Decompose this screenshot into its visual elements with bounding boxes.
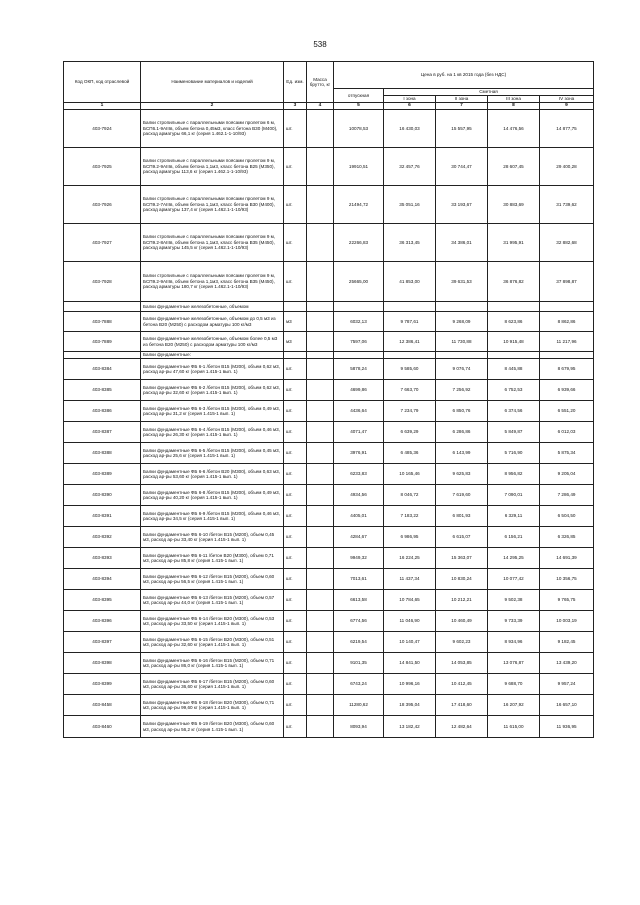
column-number: 4 <box>307 103 334 110</box>
price-zone-3: 30 883,69 <box>488 186 540 224</box>
header-mass: Масса брутто, кг <box>307 62 334 103</box>
price-zone-3 <box>488 302 540 312</box>
product-code: 403-7889 <box>64 332 141 352</box>
table-row <box>64 148 594 186</box>
price-zone-1: 12 386,41 <box>384 332 436 352</box>
price-otpusknaya <box>334 352 384 359</box>
price-zone-4: 9 205,04 <box>540 464 594 485</box>
price-zone-2: 9 076,74 <box>436 359 488 380</box>
price-zone-3: 6 156,21 <box>488 527 540 548</box>
price-otpusknaya: 6743,24 <box>334 674 384 695</box>
price-zone-4: 32 882,68 <box>540 224 594 262</box>
price-zone-4: 37 898,87 <box>540 262 594 302</box>
column-number: 3 <box>284 103 307 110</box>
mass-cell <box>307 312 334 332</box>
price-zone-1: 36 313,45 <box>384 224 436 262</box>
unit-cell: шт. <box>284 485 307 506</box>
price-zone-4: 8 679,95 <box>540 359 594 380</box>
product-code: 403-8391 <box>64 506 141 527</box>
unit-cell: шт. <box>284 569 307 590</box>
mass-cell <box>307 506 334 527</box>
table-row <box>64 186 594 224</box>
product-code: 403-8384 <box>64 359 141 380</box>
price-zone-3: 8 956,82 <box>488 464 540 485</box>
price-zone-2: 9 602,23 <box>436 632 488 653</box>
table-row <box>64 422 594 443</box>
header-unit: Ед. изм. <box>284 62 307 103</box>
price-otpusknaya: 5878,24 <box>334 359 384 380</box>
price-zone-3: 9 688,70 <box>488 674 540 695</box>
header-zone-4: IV зона <box>540 96 594 103</box>
price-zone-1: 41 853,00 <box>384 262 436 302</box>
price-zone-2: 7 256,92 <box>436 380 488 401</box>
header-zone-3: III зона <box>488 96 540 103</box>
product-name: Балки фундаментные ФБ 6-1 /бетон В15 (М200), объем 0,62 м3, расход ар-ры 47,60 кг (серия 1.415-1 вып. 1) <box>141 359 284 380</box>
unit-cell: шт. <box>284 262 307 302</box>
table-body <box>64 110 594 738</box>
product-code: 403-8393 <box>64 548 141 569</box>
product-name: Балки фундаментные ФБ 6-9 /бетон В15 (М200), объем 0,46 м3, расход ар-ры 34,5 кг (серия 1.415-1 вып. 1) <box>141 506 284 527</box>
product-code: 403-8394 <box>64 569 141 590</box>
product-name: Балки фундаментные ФБ 6-5 /бетон В15 (М200), объем 0,45 м3, расход ар-ры 25,6 кг (серия 1.415-1 вып. 1) <box>141 443 284 464</box>
unit-cell: шт. <box>284 148 307 186</box>
mass-cell <box>307 632 334 653</box>
header-zone-2: II зона <box>436 96 488 103</box>
table-row <box>64 527 594 548</box>
price-otpusknaya: 4405,01 <box>334 506 384 527</box>
product-code: 403-8386 <box>64 401 141 422</box>
price-zone-2: 6 801,93 <box>436 506 488 527</box>
column-number: 7 <box>436 103 488 110</box>
table-row <box>64 359 594 380</box>
price-zone-2: 15 557,95 <box>436 110 488 148</box>
mass-cell <box>307 332 334 352</box>
price-otpusknaya: 4699,86 <box>334 380 384 401</box>
mass-cell <box>307 464 334 485</box>
mass-cell <box>307 443 334 464</box>
mass-cell <box>307 485 334 506</box>
column-number: 1 <box>64 103 141 110</box>
table-row <box>64 401 594 422</box>
price-zone-1: 7 183,22 <box>384 506 436 527</box>
price-zone-4 <box>540 302 594 312</box>
product-code: 403-8397 <box>64 632 141 653</box>
product-code: 403-7928 <box>64 262 141 302</box>
price-zone-2: 10 830,24 <box>436 569 488 590</box>
price-zone-4 <box>540 352 594 359</box>
product-name: Балки стропильные с параллельными поясами пролетом 9 м, БСП9.2-9АIIIв, объем бетона 1,1м3, класс бетона В25 (М350), расход арматуры 113,6 кг (серия 1.462.1-1-10/93) <box>141 148 284 186</box>
price-zone-3: 10 077,42 <box>488 569 540 590</box>
price-zone-2: 17 418,60 <box>436 695 488 716</box>
product-name: Балки стропильные с параллельными поясами пролетом 9 м, БСП9.2-7АIIIв, объем бетона 1,1м3, класс бетона В30 (М400), расход арматуры 137,4 кг (серия 1.462.1-1-10/93) <box>141 186 284 224</box>
price-zone-1: 16 430,03 <box>384 110 436 148</box>
price-zone-2: 9 625,83 <box>436 464 488 485</box>
page-number: 538 <box>313 40 327 49</box>
table-row <box>64 262 594 302</box>
table-row <box>64 695 594 716</box>
price-zone-2: 9 268,09 <box>436 312 488 332</box>
product-name: Балки стропильные с параллельными поясами пролетом 9 м, БСП9.2-9АIIIв, объем бетона 1,1м3, класс бетона В35 (М450), расход арматуры 180,7 кг (серия 1.462.1-1-10/93) <box>141 262 284 302</box>
price-otpusknaya: 4071,47 <box>334 422 384 443</box>
unit-cell: шт. <box>284 186 307 224</box>
price-zone-3: 8 934,96 <box>488 632 540 653</box>
price-zone-1: 7 663,70 <box>384 380 436 401</box>
product-name: Балки фундаментные: <box>141 352 284 359</box>
price-zone-3: 8 445,88 <box>488 359 540 380</box>
mass-cell <box>307 401 334 422</box>
unit-cell: шт. <box>284 401 307 422</box>
price-zone-2: 6 850,76 <box>436 401 488 422</box>
unit-cell: шт. <box>284 359 307 380</box>
header-name: Наименование материалов и изделий <box>141 62 284 103</box>
price-zone-1: 9 787,61 <box>384 312 436 332</box>
price-zone-3: 11 615,00 <box>488 716 540 738</box>
price-otpusknaya: 22266,83 <box>334 224 384 262</box>
price-zone-2: 30 744,47 <box>436 148 488 186</box>
product-name: Балки фундаментные ФБ 6-10 /бетон В15 (М200), объем 0,45 м3, расход ар-ры 33,40 кг (серия 1.415-1 вып. 1) <box>141 527 284 548</box>
mass-cell <box>307 548 334 569</box>
price-zone-1: 10 165,46 <box>384 464 436 485</box>
price-zone-1: 16 224,25 <box>384 548 436 569</box>
product-code: 403-8396 <box>64 611 141 632</box>
unit-cell: шт. <box>284 653 307 674</box>
product-name: Балки фундаментные ФБ 6-3 /бетон В15 (М200), объем 0,49 м3, расход ар-ры 31,2 кг (серия 1.415-1 вып. 1) <box>141 401 284 422</box>
price-zone-1: 10 996,16 <box>384 674 436 695</box>
price-zone-4: 14 877,75 <box>540 110 594 148</box>
price-zone-3: 6 374,56 <box>488 401 540 422</box>
product-name: Балки фундаментные ФБ 6-15 /бетон В20 (М300), объем 0,51 м3, расход ар-ры 32,60 кг (серия 1.415-1 вып. 1) <box>141 632 284 653</box>
price-zone-4: 9 765,75 <box>540 590 594 611</box>
price-zone-3: 14 295,25 <box>488 548 540 569</box>
price-otpusknaya: 10078,53 <box>334 110 384 148</box>
table-row <box>64 611 594 632</box>
price-zone-3: 14 476,56 <box>488 110 540 148</box>
mass-cell <box>307 186 334 224</box>
table-row <box>64 443 594 464</box>
product-code: 403-8385 <box>64 380 141 401</box>
price-zone-3: 31 995,91 <box>488 224 540 262</box>
price-zone-4: 8 862,86 <box>540 312 594 332</box>
price-zone-2: 6 286,86 <box>436 422 488 443</box>
price-zone-4: 6 551,20 <box>540 401 594 422</box>
column-number: 9 <box>540 103 594 110</box>
product-code: 403-7924 <box>64 110 141 148</box>
product-name: Балки фундаментные железобетонные, объемом <box>141 302 284 312</box>
price-otpusknaya: 6613,58 <box>334 590 384 611</box>
price-otpusknaya: 9949,32 <box>334 548 384 569</box>
product-code: 403-8392 <box>64 527 141 548</box>
product-code: 403-8387 <box>64 422 141 443</box>
product-code: 403-7888 <box>64 312 141 332</box>
price-zone-1: 32 457,76 <box>384 148 436 186</box>
mass-cell <box>307 527 334 548</box>
table-row <box>64 485 594 506</box>
price-zone-2: 39 631,53 <box>436 262 488 302</box>
price-zone-2: 10 412,45 <box>436 674 488 695</box>
price-zone-2: 10 212,21 <box>436 590 488 611</box>
column-number: 8 <box>488 103 540 110</box>
header-smetnaya: Сметная <box>384 89 594 96</box>
product-code <box>64 302 141 312</box>
price-zone-1: 35 051,16 <box>384 186 436 224</box>
price-zone-1 <box>384 352 436 359</box>
price-zone-1: 18 395,04 <box>384 695 436 716</box>
product-code: 403-7926 <box>64 186 141 224</box>
price-table <box>63 61 594 738</box>
product-name: Балки фундаментные ФБ 6-16 /бетон В15 (М200), объем 0,71 м3, расход ар-ры 86,0 кг (серия 1.415-1 вып. 1) <box>141 653 284 674</box>
product-name: Балки фундаментные ФБ 6-13 /бетон В15 (М200), объем 0,57 м3, расход ар-ры 44,0 кг (серия 1.415-1 вып. 1) <box>141 590 284 611</box>
price-zone-1: 13 182,42 <box>384 716 436 738</box>
price-zone-3: 6 329,11 <box>488 506 540 527</box>
price-zone-3: 16 207,92 <box>488 695 540 716</box>
table-row <box>64 312 594 332</box>
price-zone-2: 7 619,60 <box>436 485 488 506</box>
product-code: 403-8389 <box>64 464 141 485</box>
unit-cell: шт. <box>284 611 307 632</box>
price-zone-1: 11 437,34 <box>384 569 436 590</box>
price-zone-1: 6 485,36 <box>384 443 436 464</box>
mass-cell <box>307 674 334 695</box>
price-zone-2: 6 615,07 <box>436 527 488 548</box>
price-zone-3: 36 876,82 <box>488 262 540 302</box>
price-zone-2: 10 460,49 <box>436 611 488 632</box>
product-name: Балки фундаментные ФБ 6-14 /бетон В20 (М300), объем 0,53 м3, расход ар-ры 33,50 кг (серия 1.415-1 вып. 1) <box>141 611 284 632</box>
product-name: Балки фундаментные ФБ 6-17 /бетон В15 (М200), объем 0,60 м3, расход ар-ры 36,60 кг (серия 1.415-1 вып. 1) <box>141 674 284 695</box>
price-otpusknaya: 19910,51 <box>334 148 384 186</box>
product-code: 403-8458 <box>64 695 141 716</box>
price-zone-2: 15 363,07 <box>436 548 488 569</box>
price-zone-3: 8 623,86 <box>488 312 540 332</box>
product-name: Балки фундаментные железобетонные, объемом более 0,5 м3 из бетона В20 (М250) с расходом арматуры 100 кг/м3 <box>141 332 284 352</box>
price-zone-3: 7 090,01 <box>488 485 540 506</box>
unit-cell <box>284 302 307 312</box>
price-zone-1: 10 784,65 <box>384 590 436 611</box>
price-zone-2: 14 053,85 <box>436 653 488 674</box>
unit-cell: шт. <box>284 422 307 443</box>
price-otpusknaya: 6233,83 <box>334 464 384 485</box>
price-zone-3: 5 849,87 <box>488 422 540 443</box>
price-zone-1: 8 046,72 <box>384 485 436 506</box>
price-zone-3: 5 716,90 <box>488 443 540 464</box>
header-prices-title: Цена в руб. на 1 кв 2015 года (без НДС) <box>334 62 594 89</box>
price-otpusknaya: 7597,06 <box>334 332 384 352</box>
product-name: Балки стропильные с параллельными поясами пролетом 6 м, БСП6.1-9АIIIв, объем бетона 0,45м3, класс бетона В30 (М400), расход арматуры 66,1 кг (серия 1.462.1-1-10/93) <box>141 110 284 148</box>
table-row <box>64 110 594 148</box>
price-zone-4: 10 356,75 <box>540 569 594 590</box>
price-zone-4: 6 012,03 <box>540 422 594 443</box>
table-row <box>64 464 594 485</box>
table-row <box>64 653 594 674</box>
product-name: Балки фундаментные ФБ 6-12 /бетон В15 (М200), объем 0,60 м3, расход ар-ры 56,5 кг (серия 1.415-1 вып. 1) <box>141 569 284 590</box>
price-zone-2 <box>436 352 488 359</box>
mass-cell <box>307 380 334 401</box>
header-otpusknaya: отпускная <box>334 89 384 103</box>
product-name: Балки фундаментные железобетонные, объемом до 0,5 м3 из бетона В20 (М250) с расходом арматуры 100 кг/м3 <box>141 312 284 332</box>
price-zone-4: 29 400,28 <box>540 148 594 186</box>
price-zone-1: 6 639,29 <box>384 422 436 443</box>
table-row <box>64 332 594 352</box>
price-zone-1: 10 140,47 <box>384 632 436 653</box>
price-zone-3: 28 607,45 <box>488 148 540 186</box>
table-row <box>64 716 594 738</box>
product-name: Балки фундаментные ФБ 6-4 /бетон В15 (М200), объем 0,46 м3, расход ар-ры 26,30 кг (серия 1.415-1 вып. 1) <box>141 422 284 443</box>
price-zone-4: 5 875,34 <box>540 443 594 464</box>
price-zone-1: 11 046,90 <box>384 611 436 632</box>
price-otpusknaya: 6032,13 <box>334 312 384 332</box>
column-number: 5 <box>334 103 384 110</box>
header-code: Код ОКП, код отраслевой <box>64 62 141 103</box>
unit-cell: м3 <box>284 332 307 352</box>
price-zone-1: 6 986,95 <box>384 527 436 548</box>
price-otpusknaya <box>334 302 384 312</box>
mass-cell <box>307 716 334 738</box>
price-otpusknaya: 6219,54 <box>334 632 384 653</box>
price-otpusknaya: 21494,72 <box>334 186 384 224</box>
product-code <box>64 352 141 359</box>
price-zone-1: 7 234,79 <box>384 401 436 422</box>
product-name: Балки стропильные с параллельными поясами пролетом 9 м, БСП9.2-8АIIIв, объем бетона 1,1м3, класс бетона В35 (М450), расход арматуры 145,5 кг (серия 1.462.1-1-10/93) <box>141 224 284 262</box>
price-zone-3: 13 076,87 <box>488 653 540 674</box>
unit-cell: шт. <box>284 506 307 527</box>
unit-cell: шт. <box>284 548 307 569</box>
product-name: Балки фундаментные ФБ 6-2 /бетон В15 (М200), объем 0,62 м3, расход ар-ры 32,60 кг (серия 1.415-1 вып. 1) <box>141 380 284 401</box>
mass-cell <box>307 110 334 148</box>
price-otpusknaya: 3976,91 <box>334 443 384 464</box>
product-code: 403-8395 <box>64 590 141 611</box>
price-otpusknaya: 8093,94 <box>334 716 384 738</box>
product-name: Балки фундаментные ФБ 6-19 /бетон В20 (М300), объем 0,60 м3, расход ар-ры 56,2 кг (серия 1.415-1 вып. 1) <box>141 716 284 738</box>
price-otpusknaya: 4284,67 <box>334 527 384 548</box>
unit-cell: шт. <box>284 380 307 401</box>
unit-cell: шт. <box>284 716 307 738</box>
table-row <box>64 674 594 695</box>
product-code: 403-8390 <box>64 485 141 506</box>
mass-cell <box>307 359 334 380</box>
price-zone-3: 10 915,48 <box>488 332 540 352</box>
unit-cell: шт. <box>284 674 307 695</box>
price-zone-3: 9 733,39 <box>488 611 540 632</box>
unit-cell: шт. <box>284 695 307 716</box>
unit-cell: шт. <box>284 224 307 262</box>
product-name: Балки фундаментные ФБ 6-8 /бетон В15 (М200), объем 0,49 м3, расход ар-ры 40,20 кг (серия 1.415-1 вып. 1) <box>141 485 284 506</box>
price-zone-4: 6 326,85 <box>540 527 594 548</box>
product-name: Балки фундаментные ФБ 6-11 /бетон В20 (М300), объем 0,71 м3, расход ар-ры 85,8 кг (серия 1.415-1 вып. 1) <box>141 548 284 569</box>
price-otpusknaya: 9101,35 <box>334 653 384 674</box>
price-zone-4: 9 182,45 <box>540 632 594 653</box>
unit-cell <box>284 352 307 359</box>
product-code: 403-8460 <box>64 716 141 738</box>
table-row <box>64 352 594 359</box>
mass-cell <box>307 611 334 632</box>
price-zone-2: 11 730,88 <box>436 332 488 352</box>
unit-cell: шт. <box>284 527 307 548</box>
unit-cell: шт. <box>284 464 307 485</box>
column-number: 6 <box>384 103 436 110</box>
mass-cell <box>307 695 334 716</box>
price-zone-2: 34 386,01 <box>436 224 488 262</box>
table-row <box>64 506 594 527</box>
table-row <box>64 224 594 262</box>
table-row <box>64 302 594 312</box>
price-otpusknaya: 4934,56 <box>334 485 384 506</box>
product-code: 403-8398 <box>64 653 141 674</box>
column-number: 2 <box>141 103 284 110</box>
product-code: 403-7925 <box>64 148 141 186</box>
price-zone-1: 14 841,50 <box>384 653 436 674</box>
price-zone-4: 11 936,95 <box>540 716 594 738</box>
product-code: 403-8388 <box>64 443 141 464</box>
price-zone-3 <box>488 352 540 359</box>
price-zone-4: 10 003,19 <box>540 611 594 632</box>
mass-cell <box>307 148 334 186</box>
mass-cell <box>307 569 334 590</box>
price-zone-4: 6 504,50 <box>540 506 594 527</box>
price-otpusknaya: 11280,62 <box>334 695 384 716</box>
header-zone-1: I зона <box>384 96 436 103</box>
table-row <box>64 569 594 590</box>
table-row <box>64 380 594 401</box>
mass-cell <box>307 352 334 359</box>
price-zone-3: 9 502,38 <box>488 590 540 611</box>
mass-cell <box>307 653 334 674</box>
price-zone-4: 11 217,96 <box>540 332 594 352</box>
price-zone-4: 13 439,20 <box>540 653 594 674</box>
price-zone-3: 6 752,53 <box>488 380 540 401</box>
price-zone-2: 33 193,67 <box>436 186 488 224</box>
price-otpusknaya: 4436,64 <box>334 401 384 422</box>
price-otpusknaya: 6774,56 <box>334 611 384 632</box>
mass-cell <box>307 422 334 443</box>
price-zone-4: 9 957,24 <box>540 674 594 695</box>
price-zone-4: 6 939,66 <box>540 380 594 401</box>
price-zone-4: 7 286,49 <box>540 485 594 506</box>
unit-cell: м3 <box>284 312 307 332</box>
price-zone-4: 31 739,62 <box>540 186 594 224</box>
mass-cell <box>307 302 334 312</box>
unit-cell: шт. <box>284 110 307 148</box>
product-code: 403-7927 <box>64 224 141 262</box>
unit-cell: шт. <box>284 590 307 611</box>
price-otpusknaya: 7013,61 <box>334 569 384 590</box>
table-row <box>64 590 594 611</box>
price-zone-4: 14 691,39 <box>540 548 594 569</box>
price-zone-2 <box>436 302 488 312</box>
table-row <box>64 632 594 653</box>
table-row <box>64 548 594 569</box>
product-name: Балки фундаментные ФБ 6-6 /бетон В20 (М300), объем 0,63 м3, расход ар-ры 53,60 кг (серия 1.415-1 вып. 1) <box>141 464 284 485</box>
mass-cell <box>307 224 334 262</box>
mass-cell <box>307 262 334 302</box>
unit-cell: шт. <box>284 632 307 653</box>
product-name: Балки фундаментные ФБ 6-18 /бетон В20 (М300), объем 0,71 м3, расход ар-ры 99,60 кг (серия 1.415-1 вып. 1) <box>141 695 284 716</box>
unit-cell: шт. <box>284 443 307 464</box>
price-otpusknaya: 25665,00 <box>334 262 384 302</box>
mass-cell <box>307 590 334 611</box>
price-zone-1 <box>384 302 436 312</box>
column-numbers-row <box>64 103 594 110</box>
price-zone-1: 9 585,60 <box>384 359 436 380</box>
price-zone-2: 6 143,99 <box>436 443 488 464</box>
price-zone-4: 16 657,10 <box>540 695 594 716</box>
price-zone-2: 12 482,64 <box>436 716 488 738</box>
product-code: 403-8399 <box>64 674 141 695</box>
